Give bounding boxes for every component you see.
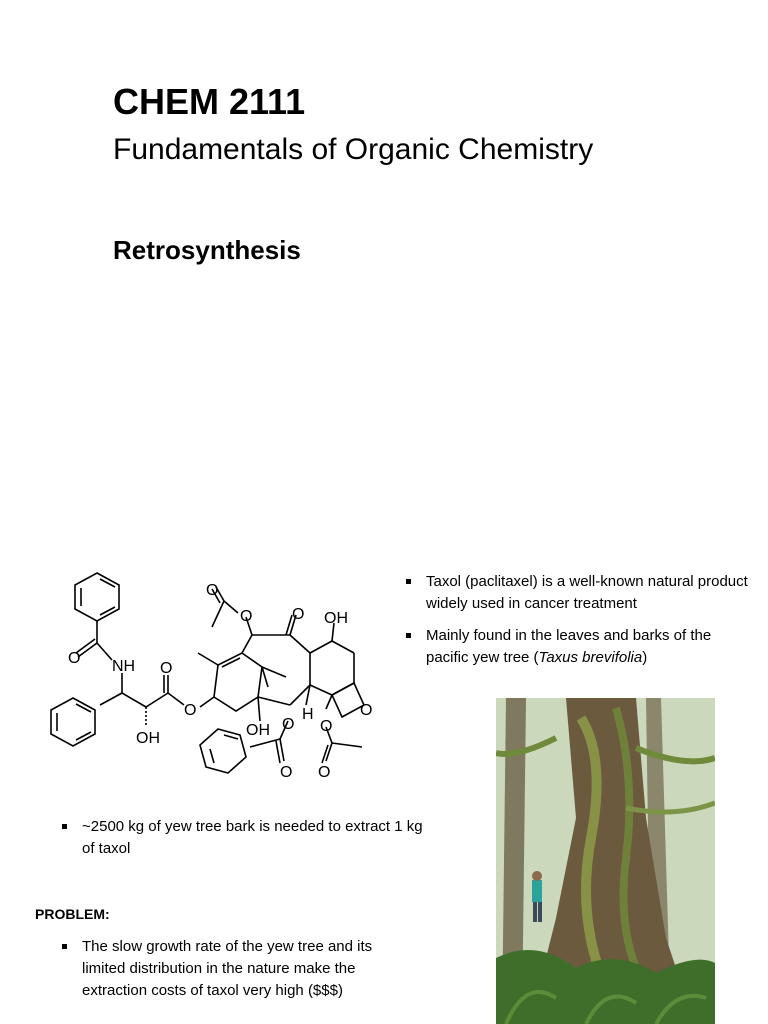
benzoate-carbonyl-oxygen-label: O (280, 764, 293, 781)
problem-list (60, 936, 410, 1012)
top-hydroxyl-label: OH (324, 610, 348, 627)
benzoate-ester-oxygen-label: O (282, 716, 295, 733)
taxol-structure (40, 565, 380, 795)
ketone-oxygen-label: O (292, 606, 305, 623)
extraction-list (60, 816, 430, 870)
list-item: Mainly found in the leaves and barks of the pacific yew tree (Taxus brevifolia) (404, 625, 749, 669)
oxetane-oxygen-label: O (360, 702, 373, 719)
acetate2-ester-oxygen-label: O (320, 718, 333, 735)
acetate-carbonyl-oxygen-label: O (206, 582, 219, 599)
benzoate-ring (200, 729, 246, 773)
list-item: The slow growth rate of the yew tree and its limited distribution in the nature make the extraction costs of taxol very high ($$$) (60, 936, 410, 1002)
ester-carbonyl-oxygen-label: O (160, 660, 173, 677)
core-hydroxyl-label: OH (246, 722, 270, 739)
topic-heading: Retrosynthesis (113, 235, 301, 265)
hydrogen-label: H (302, 706, 314, 723)
acetate-ester-oxygen-label: O (240, 608, 253, 625)
course-name: Fundamentals of Organic Chemistry (113, 133, 594, 166)
side-chain-hydroxyl-label: OH (136, 730, 160, 747)
problem-label: PROBLEM: (35, 906, 110, 922)
ester-oxygen-label: O (184, 702, 197, 719)
course-code: CHEM 2111 (113, 81, 306, 122)
taxane-a-ring (214, 653, 262, 711)
list-item: ~2500 kg of yew tree bark is needed to extract 1 kg of taxol (60, 816, 430, 860)
benzamide-oxygen-label: O (68, 650, 81, 667)
taxol-facts-list (404, 571, 749, 679)
list-item: Taxol (paclitaxel) is a well-known natural product widely used in cancer treatment (404, 571, 749, 615)
acetate2-carbonyl-oxygen-label: O (318, 764, 331, 781)
yew-tree-photo (496, 698, 715, 1024)
species-name: Taxus brevifolia (538, 649, 643, 666)
nh-label: NH (112, 658, 136, 675)
